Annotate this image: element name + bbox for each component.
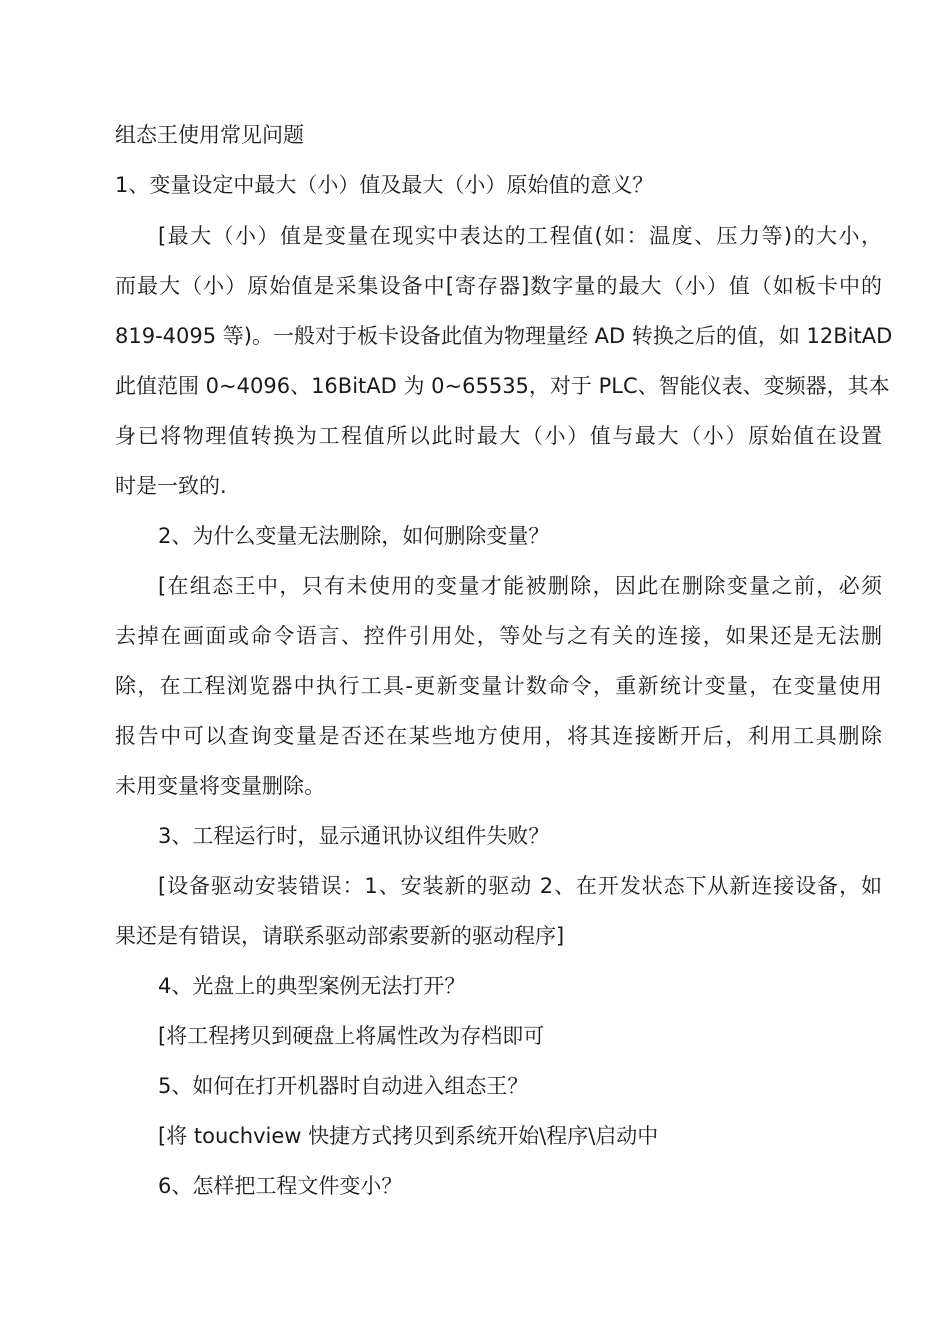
answer-5-line-1: [将 touchview 快捷方式拷贝到系统开始\程序\启动中 bbox=[158, 1124, 659, 1148]
answer-2-line-3: 除，在工程浏览器中执行工具-更新变量计数命令，重新统计变量，在变量使用 bbox=[115, 674, 882, 698]
answer-2-line-4: 报告中可以查询变量是否还在某些地方使用，将其连接断开后，利用工具删除 bbox=[115, 724, 882, 748]
answer-1-line-4: 此值范围 0~4096、16BitAD 为 0~65535，对于 PLC、智能仪表、变频器，其本 bbox=[115, 374, 890, 398]
answer-3-line-2: 果还是有错误，请联系驱动部索要新的驱动程序] bbox=[115, 924, 565, 948]
answer-1-line-6: 时是一致的. bbox=[115, 474, 227, 498]
answer-1-line-1: [最大（小）值是变量在现实中表达的工程值(如：温度、压力等)的大小， bbox=[158, 224, 882, 248]
answer-3-line-1: [设备驱动安装错误：1、安装新的驱动 2、在开发状态下从新连接设备，如 bbox=[158, 874, 882, 898]
question-1-heading: 1、变量设定中最大（小）值及最大（小）原始值的意义？ bbox=[115, 173, 654, 197]
question-3-heading: 3、工程运行时，显示通讯协议组件失败？ bbox=[158, 824, 550, 848]
answer-2-line-5: 未用变量将变量删除。 bbox=[115, 774, 325, 798]
document-title: 组态王使用常见问题 bbox=[115, 123, 304, 147]
question-6-heading: 6、怎样把工程文件变小？ bbox=[158, 1174, 403, 1198]
question-5-heading: 5、如何在打开机器时自动进入组态王？ bbox=[158, 1074, 529, 1098]
answer-2-line-2: 去掉在画面或命令语言、控件引用处，等处与之有关的连接，如果还是无法删 bbox=[115, 624, 882, 648]
answer-1-line-3: 819-4095 等)。一般对于板卡设备此值为物理量经 AD 转换之后的值，如 12BitAD bbox=[115, 324, 893, 348]
answer-2-line-1: [在组态王中，只有未使用的变量才能被删除，因此在删除变量之前，必须 bbox=[158, 574, 882, 598]
answer-1-line-5: 身已将物理值转换为工程值所以此时最大（小）值与最大（小）原始值在设置 bbox=[115, 424, 882, 448]
answer-1-line-2: 而最大（小）原始值是采集设备中[寄存器]数字量的最大（小）值（如板卡中的 bbox=[115, 274, 882, 298]
question-2-heading: 2、为什么变量无法删除，如何删除变量？ bbox=[158, 524, 550, 548]
question-4-heading: 4、光盘上的典型案例无法打开？ bbox=[158, 974, 466, 998]
answer-4-line-1: [将工程拷贝到硬盘上将属性改为存档即可 bbox=[158, 1024, 545, 1048]
